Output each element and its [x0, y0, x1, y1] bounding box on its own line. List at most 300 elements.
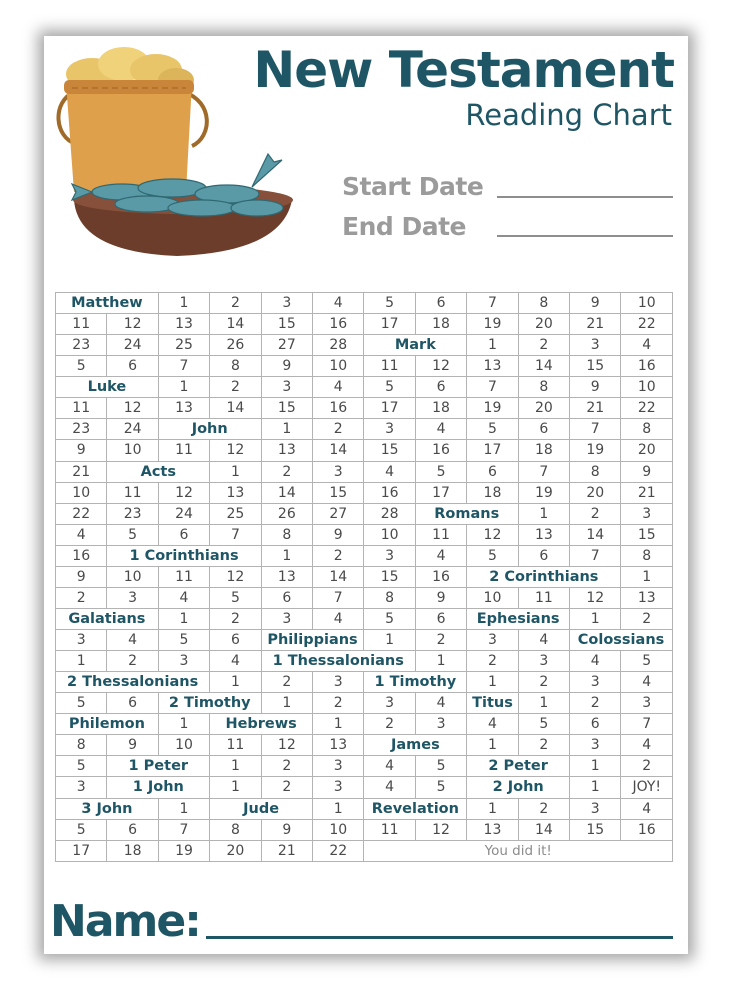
- chapter-cell[interactable]: 22: [313, 840, 364, 861]
- chapter-cell[interactable]: 3: [158, 651, 209, 672]
- chapter-cell[interactable]: 25: [210, 503, 261, 524]
- chapter-cell[interactable]: 2: [210, 377, 261, 398]
- start-date-line[interactable]: [497, 196, 673, 198]
- chapter-cell[interactable]: 8: [518, 377, 569, 398]
- chapter-cell[interactable]: 4: [621, 335, 673, 356]
- chapter-cell[interactable]: 1: [467, 335, 518, 356]
- chapter-cell[interactable]: 2: [570, 503, 621, 524]
- chapter-cell[interactable]: 9: [56, 566, 107, 587]
- chapter-cell[interactable]: 9: [313, 524, 364, 545]
- chapter-cell[interactable]: 2: [210, 293, 261, 314]
- chapter-cell[interactable]: 5: [415, 756, 466, 777]
- chapter-cell[interactable]: 2: [261, 672, 312, 693]
- chapter-cell[interactable]: 17: [364, 314, 415, 335]
- chapter-cell[interactable]: 2: [261, 756, 312, 777]
- chapter-cell[interactable]: 16: [313, 314, 364, 335]
- chapter-cell[interactable]: 9: [261, 819, 312, 840]
- chapter-cell[interactable]: 3: [570, 335, 621, 356]
- chapter-cell[interactable]: 3: [313, 777, 364, 798]
- chapter-cell[interactable]: 7: [570, 419, 621, 440]
- chapter-cell[interactable]: 5: [621, 651, 673, 672]
- chapter-cell[interactable]: 18: [415, 314, 466, 335]
- chapter-cell[interactable]: 8: [621, 545, 673, 566]
- chapter-cell[interactable]: 2: [313, 693, 364, 714]
- chapter-cell[interactable]: 16: [415, 440, 466, 461]
- chapter-cell[interactable]: 22: [621, 314, 673, 335]
- chapter-cell[interactable]: 8: [570, 461, 621, 482]
- chart-row: [56, 693, 673, 714]
- chapter-cell[interactable]: 6: [415, 377, 466, 398]
- chapter-cell[interactable]: 14: [210, 398, 261, 419]
- chapter-cell[interactable]: 2: [261, 777, 312, 798]
- chapter-cell[interactable]: 23: [107, 503, 158, 524]
- chapter-cell[interactable]: 14: [261, 482, 312, 503]
- chapter-cell[interactable]: 19: [158, 840, 209, 861]
- chapter-cell[interactable]: 24: [107, 419, 158, 440]
- chapter-cell[interactable]: 5: [415, 461, 466, 482]
- chapter-cell[interactable]: 4: [107, 630, 158, 651]
- chapter-cell[interactable]: 7: [313, 587, 364, 608]
- chapter-cell[interactable]: 4: [364, 461, 415, 482]
- chapter-cell[interactable]: 5: [158, 630, 209, 651]
- chapter-cell[interactable]: 13: [467, 356, 518, 377]
- chapter-cell[interactable]: 1: [313, 798, 364, 819]
- chapter-cell[interactable]: 1: [261, 419, 312, 440]
- chapter-cell[interactable]: 16: [621, 356, 673, 377]
- chapter-cell[interactable]: 11: [364, 356, 415, 377]
- chapter-cell[interactable]: 1: [261, 693, 312, 714]
- chapter-cell[interactable]: 3: [364, 693, 415, 714]
- chapter-cell[interactable]: 1: [158, 293, 209, 314]
- chapter-cell[interactable]: 1: [570, 756, 621, 777]
- chapter-cell[interactable]: 3: [570, 735, 621, 756]
- book-name-cell: Philippians: [261, 630, 364, 651]
- chapter-cell[interactable]: 3: [621, 503, 673, 524]
- chapter-cell[interactable]: 7: [467, 293, 518, 314]
- chapter-cell[interactable]: 4: [621, 798, 673, 819]
- chapter-cell[interactable]: 9: [621, 461, 673, 482]
- chapter-cell[interactable]: 10: [621, 377, 673, 398]
- chapter-cell[interactable]: 4: [56, 524, 107, 545]
- chapter-cell[interactable]: 5: [56, 756, 107, 777]
- chapter-cell[interactable]: 16: [56, 545, 107, 566]
- chapter-cell[interactable]: 6: [107, 693, 158, 714]
- chapter-cell[interactable]: 9: [570, 377, 621, 398]
- start-date-label: Start Date: [342, 172, 484, 201]
- chapter-cell[interactable]: 3: [261, 608, 312, 629]
- chapter-cell[interactable]: 19: [570, 440, 621, 461]
- chapter-cell[interactable]: 4: [364, 756, 415, 777]
- chart-row: [56, 503, 673, 524]
- chapter-cell[interactable]: 8: [518, 293, 569, 314]
- chapter-cell[interactable]: 11: [518, 587, 569, 608]
- chapter-cell[interactable]: 27: [261, 335, 312, 356]
- chapter-cell[interactable]: 17: [56, 840, 107, 861]
- chapter-cell[interactable]: 4: [415, 693, 466, 714]
- chapter-cell[interactable]: 20: [570, 482, 621, 503]
- chapter-cell[interactable]: 22: [621, 398, 673, 419]
- chapter-cell[interactable]: 6: [261, 587, 312, 608]
- chapter-cell[interactable]: 13: [261, 566, 312, 587]
- chapter-cell[interactable]: 15: [261, 314, 312, 335]
- chapter-cell[interactable]: 4: [415, 545, 466, 566]
- chapter-cell[interactable]: 21: [621, 482, 673, 503]
- chapter-cell[interactable]: 3: [621, 693, 673, 714]
- chapter-cell[interactable]: 5: [364, 608, 415, 629]
- chapter-cell[interactable]: 8: [621, 419, 673, 440]
- chapter-cell[interactable]: 1: [467, 672, 518, 693]
- chapter-cell[interactable]: 10: [313, 819, 364, 840]
- chapter-cell[interactable]: 11: [56, 398, 107, 419]
- book-name-cell: Hebrews: [210, 714, 313, 735]
- book-name-cell: John: [158, 419, 261, 440]
- chapter-cell[interactable]: 21: [56, 461, 107, 482]
- chapter-cell[interactable]: 10: [56, 482, 107, 503]
- chapter-cell[interactable]: 3: [261, 377, 312, 398]
- chapter-cell[interactable]: 2: [313, 419, 364, 440]
- chapter-cell[interactable]: 1: [210, 461, 261, 482]
- chapter-cell[interactable]: 15: [570, 356, 621, 377]
- chapter-cell[interactable]: 8: [364, 587, 415, 608]
- chapter-cell[interactable]: 18: [107, 840, 158, 861]
- chapter-cell[interactable]: 15: [364, 566, 415, 587]
- chapter-cell[interactable]: 3: [570, 798, 621, 819]
- chart-row: [56, 482, 673, 503]
- book-name-cell: Galatians: [56, 608, 159, 629]
- chapter-cell[interactable]: 7: [467, 377, 518, 398]
- chapter-cell[interactable]: 19: [467, 398, 518, 419]
- chapter-cell[interactable]: 4: [518, 630, 569, 651]
- name-line[interactable]: [206, 936, 673, 939]
- chapter-cell[interactable]: 8: [210, 356, 261, 377]
- chapter-cell[interactable]: 4: [415, 419, 466, 440]
- chapter-cell[interactable]: 6: [467, 461, 518, 482]
- chapter-cell[interactable]: 12: [570, 587, 621, 608]
- chapter-cell[interactable]: 21: [570, 398, 621, 419]
- chapter-cell[interactable]: 12: [415, 819, 466, 840]
- chapter-cell[interactable]: 27: [313, 503, 364, 524]
- chart-row: [56, 419, 673, 440]
- chapter-cell[interactable]: 11: [158, 440, 209, 461]
- chapter-cell[interactable]: 3: [313, 672, 364, 693]
- chapter-cell[interactable]: 10: [467, 587, 518, 608]
- chapter-cell[interactable]: 7: [158, 819, 209, 840]
- book-name-cell: 1 Corinthians: [107, 545, 261, 566]
- chapter-cell[interactable]: 28: [313, 335, 364, 356]
- chapter-cell[interactable]: 4: [364, 777, 415, 798]
- chapter-cell[interactable]: 14: [313, 440, 364, 461]
- chapter-cell[interactable]: 18: [518, 440, 569, 461]
- chapter-cell[interactable]: 4: [210, 651, 261, 672]
- chapter-cell[interactable]: 2: [518, 735, 569, 756]
- chapter-cell[interactable]: 1: [621, 566, 673, 587]
- chapter-cell[interactable]: 13: [313, 735, 364, 756]
- chapter-cell[interactable]: 18: [415, 398, 466, 419]
- chapter-cell[interactable]: 20: [518, 314, 569, 335]
- book-name-cell: 2 Corinthians: [467, 566, 621, 587]
- chapter-cell[interactable]: 12: [261, 735, 312, 756]
- book-name-cell: Matthew: [56, 293, 159, 314]
- chart-row: [56, 672, 673, 693]
- book-name-cell: Colossians: [570, 630, 673, 651]
- chapter-cell[interactable]: 14: [518, 819, 569, 840]
- end-date-label: End Date: [342, 212, 467, 241]
- chapter-cell[interactable]: 6: [518, 419, 569, 440]
- chapter-cell[interactable]: 5: [364, 293, 415, 314]
- chapter-cell[interactable]: 1: [415, 651, 466, 672]
- chapter-cell[interactable]: 4: [313, 293, 364, 314]
- chapter-cell[interactable]: 12: [210, 566, 261, 587]
- chapter-cell[interactable]: 1: [210, 672, 261, 693]
- chapter-cell[interactable]: 7: [210, 524, 261, 545]
- book-name-cell: Jude: [210, 798, 313, 819]
- chapter-cell[interactable]: 11: [158, 566, 209, 587]
- chapter-cell[interactable]: 23: [56, 419, 107, 440]
- chapter-cell[interactable]: 3: [518, 651, 569, 672]
- chapter-cell[interactable]: 26: [261, 503, 312, 524]
- chapter-cell[interactable]: 1: [158, 377, 209, 398]
- chapter-cell[interactable]: 1: [158, 608, 209, 629]
- chapter-cell[interactable]: 3: [467, 630, 518, 651]
- book-name-cell: 1 John: [107, 777, 210, 798]
- chapter-cell[interactable]: 5: [56, 819, 107, 840]
- chapter-cell[interactable]: 13: [210, 482, 261, 503]
- chapter-cell[interactable]: 13: [467, 819, 518, 840]
- chapter-cell[interactable]: 10: [107, 566, 158, 587]
- chapter-cell[interactable]: 17: [415, 482, 466, 503]
- book-name-cell: 2 John: [467, 777, 570, 798]
- chapter-cell[interactable]: 7: [570, 545, 621, 566]
- chapter-cell[interactable]: 23: [56, 335, 107, 356]
- chapter-cell[interactable]: 2: [467, 651, 518, 672]
- chapter-cell[interactable]: 1: [210, 756, 261, 777]
- chapter-cell[interactable]: 1: [210, 777, 261, 798]
- chapter-cell[interactable]: 6: [107, 819, 158, 840]
- chapter-cell[interactable]: 25: [158, 335, 209, 356]
- book-name-cell: 3 John: [56, 798, 159, 819]
- chart-row: [56, 651, 673, 672]
- chapter-cell[interactable]: 14: [518, 356, 569, 377]
- chapter-cell[interactable]: 20: [621, 440, 673, 461]
- chapter-cell[interactable]: 4: [158, 587, 209, 608]
- chapter-cell[interactable]: 1: [518, 693, 569, 714]
- chapter-cell[interactable]: 5: [107, 524, 158, 545]
- chapter-cell[interactable]: 9: [107, 735, 158, 756]
- chapter-cell[interactable]: 1: [56, 651, 107, 672]
- chapter-cell[interactable]: 4: [621, 672, 673, 693]
- chapter-cell[interactable]: 15: [313, 482, 364, 503]
- chapter-cell[interactable]: 5: [467, 419, 518, 440]
- chapter-cell[interactable]: 3: [56, 777, 107, 798]
- chapter-cell[interactable]: 4: [313, 377, 364, 398]
- chapter-cell[interactable]: 9: [415, 587, 466, 608]
- chapter-cell[interactable]: 19: [518, 482, 569, 503]
- end-date-line[interactable]: [497, 235, 673, 237]
- chapter-cell[interactable]: JOY!: [621, 777, 673, 798]
- chapter-cell[interactable]: 2: [518, 335, 569, 356]
- chapter-cell[interactable]: 14: [210, 314, 261, 335]
- chart-row: [56, 777, 673, 798]
- chapter-cell[interactable]: 16: [621, 819, 673, 840]
- chapter-cell[interactable]: 11: [364, 819, 415, 840]
- chapter-cell[interactable]: 10: [158, 735, 209, 756]
- chapter-cell[interactable]: 12: [415, 356, 466, 377]
- chapter-cell[interactable]: 9: [56, 440, 107, 461]
- chart-row: [56, 356, 673, 377]
- chapter-cell[interactable]: 22: [56, 503, 107, 524]
- chapter-cell[interactable]: 2: [570, 693, 621, 714]
- chapter-cell[interactable]: 3: [313, 756, 364, 777]
- book-name-cell: Philemon: [56, 714, 159, 735]
- chapter-cell[interactable]: 11: [56, 314, 107, 335]
- chapter-cell[interactable]: 1: [158, 714, 209, 735]
- chapter-cell[interactable]: 3: [313, 461, 364, 482]
- chapter-cell[interactable]: 26: [210, 335, 261, 356]
- chapter-cell[interactable]: 15: [261, 398, 312, 419]
- chapter-cell[interactable]: 24: [158, 503, 209, 524]
- chapter-cell[interactable]: 21: [261, 840, 312, 861]
- chapter-cell[interactable]: 15: [621, 524, 673, 545]
- chapter-cell[interactable]: 7: [621, 714, 673, 735]
- chapter-cell[interactable]: 2: [518, 672, 569, 693]
- chapter-cell[interactable]: 2: [621, 608, 673, 629]
- chapter-cell[interactable]: 4: [313, 608, 364, 629]
- chapter-cell[interactable]: 3: [570, 672, 621, 693]
- chapter-cell[interactable]: 10: [364, 524, 415, 545]
- chapter-cell[interactable]: 1: [364, 630, 415, 651]
- chapter-cell[interactable]: 13: [158, 314, 209, 335]
- book-name-cell: Revelation: [364, 798, 467, 819]
- chapter-cell[interactable]: 8: [261, 524, 312, 545]
- chapter-cell[interactable]: 2: [415, 630, 466, 651]
- chapter-cell[interactable]: 13: [621, 587, 673, 608]
- chapter-cell[interactable]: 11: [107, 482, 158, 503]
- chapter-cell[interactable]: 12: [107, 398, 158, 419]
- book-name-cell: Mark: [364, 335, 467, 356]
- chart-row: [56, 398, 673, 419]
- chapter-cell[interactable]: 17: [364, 398, 415, 419]
- chapter-cell[interactable]: 2: [210, 608, 261, 629]
- chapter-cell[interactable]: 11: [210, 735, 261, 756]
- chapter-cell[interactable]: 1: [570, 608, 621, 629]
- chapter-cell[interactable]: 9: [261, 356, 312, 377]
- chapter-cell[interactable]: 10: [621, 293, 673, 314]
- chapter-cell[interactable]: 6: [415, 293, 466, 314]
- chapter-cell[interactable]: 12: [210, 440, 261, 461]
- chapter-cell[interactable]: 6: [210, 630, 261, 651]
- chapter-cell[interactable]: 5: [56, 693, 107, 714]
- chapter-cell[interactable]: 12: [467, 524, 518, 545]
- chapter-cell[interactable]: 3: [364, 545, 415, 566]
- book-name-cell: 1 Thessalonians: [261, 651, 415, 672]
- chapter-cell[interactable]: 4: [467, 714, 518, 735]
- chapter-cell[interactable]: 6: [415, 608, 466, 629]
- chapter-cell[interactable]: 15: [570, 819, 621, 840]
- chapter-cell[interactable]: 5: [210, 587, 261, 608]
- chapter-cell[interactable]: 1: [313, 714, 364, 735]
- chapter-cell[interactable]: 10: [313, 356, 364, 377]
- chapter-cell[interactable]: 13: [261, 440, 312, 461]
- chapter-cell[interactable]: 1: [467, 735, 518, 756]
- chapter-cell[interactable]: 3: [364, 419, 415, 440]
- chapter-cell[interactable]: 11: [415, 524, 466, 545]
- chapter-cell[interactable]: 3: [107, 587, 158, 608]
- chapter-cell[interactable]: 20: [210, 840, 261, 861]
- chapter-cell[interactable]: 16: [415, 566, 466, 587]
- chapter-cell[interactable]: 6: [158, 524, 209, 545]
- chapter-cell[interactable]: 10: [107, 440, 158, 461]
- chapter-cell[interactable]: 2: [56, 587, 107, 608]
- chapter-cell[interactable]: 2: [364, 714, 415, 735]
- chart-row: [56, 630, 673, 651]
- reading-chart-table: [55, 292, 673, 862]
- chapter-cell[interactable]: 19: [467, 314, 518, 335]
- chart-row: [56, 314, 673, 335]
- chapter-cell[interactable]: 18: [467, 482, 518, 503]
- chapter-cell[interactable]: 12: [158, 482, 209, 503]
- book-name-cell: Romans: [415, 503, 518, 524]
- chapter-cell[interactable]: 16: [313, 398, 364, 419]
- chapter-cell[interactable]: 2: [107, 651, 158, 672]
- chapter-cell[interactable]: 8: [210, 819, 261, 840]
- chapter-cell[interactable]: 1: [570, 777, 621, 798]
- chapter-cell[interactable]: 7: [158, 356, 209, 377]
- chapter-cell[interactable]: 17: [467, 440, 518, 461]
- chapter-cell[interactable]: 6: [107, 356, 158, 377]
- chapter-cell[interactable]: 4: [570, 651, 621, 672]
- chapter-cell[interactable]: 5: [56, 356, 107, 377]
- chapter-cell[interactable]: 3: [261, 293, 312, 314]
- chapter-cell[interactable]: 3: [415, 714, 466, 735]
- chapter-cell[interactable]: 1: [158, 798, 209, 819]
- chapter-cell[interactable]: 2: [518, 798, 569, 819]
- chapter-cell[interactable]: 7: [518, 461, 569, 482]
- chapter-cell[interactable]: 5: [364, 377, 415, 398]
- chapter-cell[interactable]: 12: [107, 314, 158, 335]
- chapter-cell[interactable]: 14: [570, 524, 621, 545]
- chapter-cell[interactable]: 5: [467, 545, 518, 566]
- chapter-cell[interactable]: 6: [518, 545, 569, 566]
- chapter-cell[interactable]: 2: [621, 756, 673, 777]
- chapter-cell[interactable]: 5: [415, 777, 466, 798]
- chapter-cell[interactable]: 2: [313, 545, 364, 566]
- chapter-cell[interactable]: 15: [364, 440, 415, 461]
- chapter-cell[interactable]: 1: [261, 545, 312, 566]
- chapter-cell[interactable]: 13: [158, 398, 209, 419]
- chapter-cell[interactable]: 4: [621, 735, 673, 756]
- chapter-cell[interactable]: 2: [261, 461, 312, 482]
- chapter-cell[interactable]: 3: [56, 630, 107, 651]
- chart-row: [56, 461, 673, 482]
- book-name-cell: 2 Thessalonians: [56, 672, 210, 693]
- chapter-cell[interactable]: 28: [364, 503, 415, 524]
- chapter-cell[interactable]: 14: [313, 566, 364, 587]
- chapter-cell[interactable]: 21: [570, 314, 621, 335]
- chart-row: [56, 566, 673, 587]
- chapter-cell[interactable]: 24: [107, 335, 158, 356]
- chapter-cell[interactable]: 13: [518, 524, 569, 545]
- chapter-cell[interactable]: 8: [56, 735, 107, 756]
- chapter-cell[interactable]: 6: [570, 714, 621, 735]
- chapter-cell[interactable]: 5: [518, 714, 569, 735]
- chapter-cell[interactable]: 16: [364, 482, 415, 503]
- book-name-cell: 1 Peter: [107, 756, 210, 777]
- chapter-cell[interactable]: 1: [467, 798, 518, 819]
- chapter-cell[interactable]: 20: [518, 398, 569, 419]
- chapter-cell[interactable]: 1: [518, 503, 569, 524]
- chapter-cell[interactable]: 9: [570, 293, 621, 314]
- chart-row: [56, 735, 673, 756]
